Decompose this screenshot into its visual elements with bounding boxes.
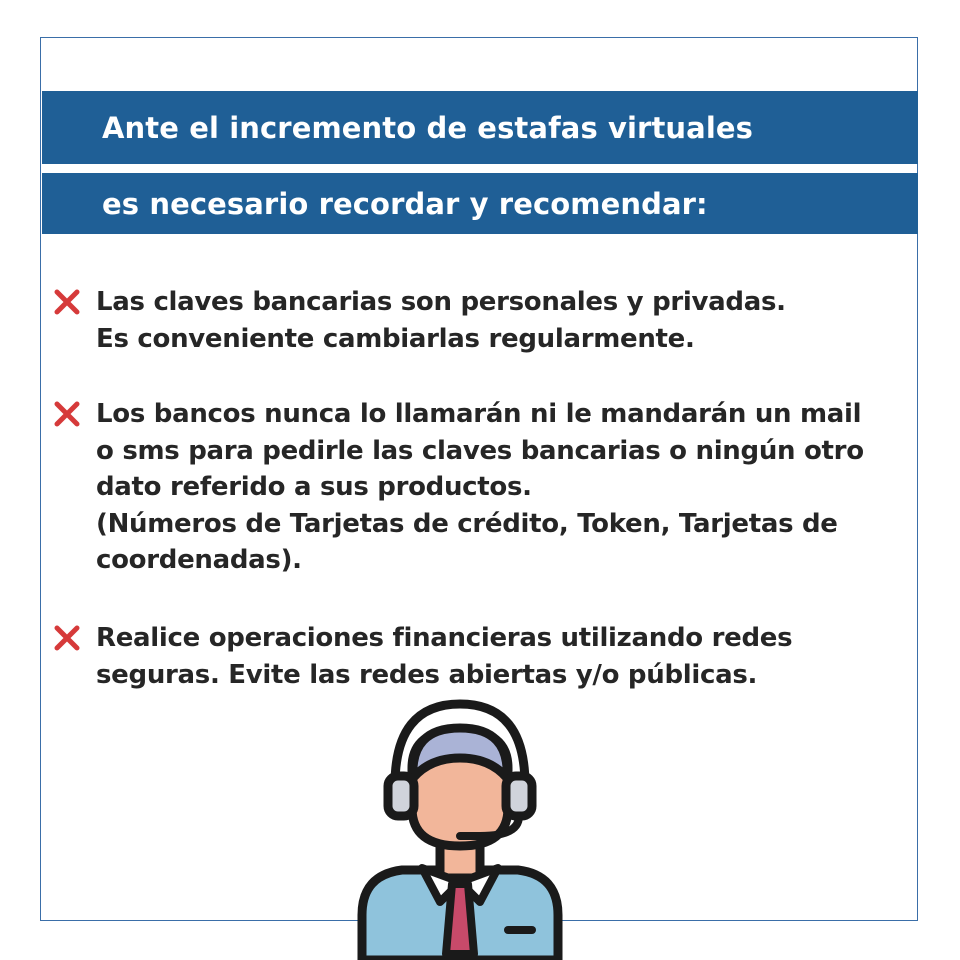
list-item-text: Realice operaciones financieras utilizando redes seguras. Evite las redes abiertas y/o públicas. — [96, 623, 793, 690]
banner-title-1: Ante el incremento de estafas virtuales — [102, 110, 754, 145]
list-item-text: Los bancos nunca lo llamarán ni le mandarán un mail o sms para pedirle las claves bancarias o ningún otro dato referido a sus productos. (Números de Tarjetas de crédito, Token, Tarjetas de coordenadas). — [96, 399, 864, 575]
list-item-2 — [52, 396, 912, 579]
call-center-agent-icon — [340, 690, 580, 960]
banner-line-1 — [42, 91, 918, 164]
list-item-3 — [52, 620, 912, 693]
list-item-1 — [52, 284, 912, 357]
banner-line-2 — [42, 173, 918, 234]
x-mark-icon — [52, 623, 82, 653]
banner-title-2: es necesario recordar y recomendar: — [102, 186, 708, 221]
x-mark-icon — [52, 399, 82, 429]
x-mark-icon — [52, 287, 82, 317]
list-item-text: Las claves bancarias son personales y privadas. Es conveniente cambiarlas regularmente. — [96, 287, 786, 354]
